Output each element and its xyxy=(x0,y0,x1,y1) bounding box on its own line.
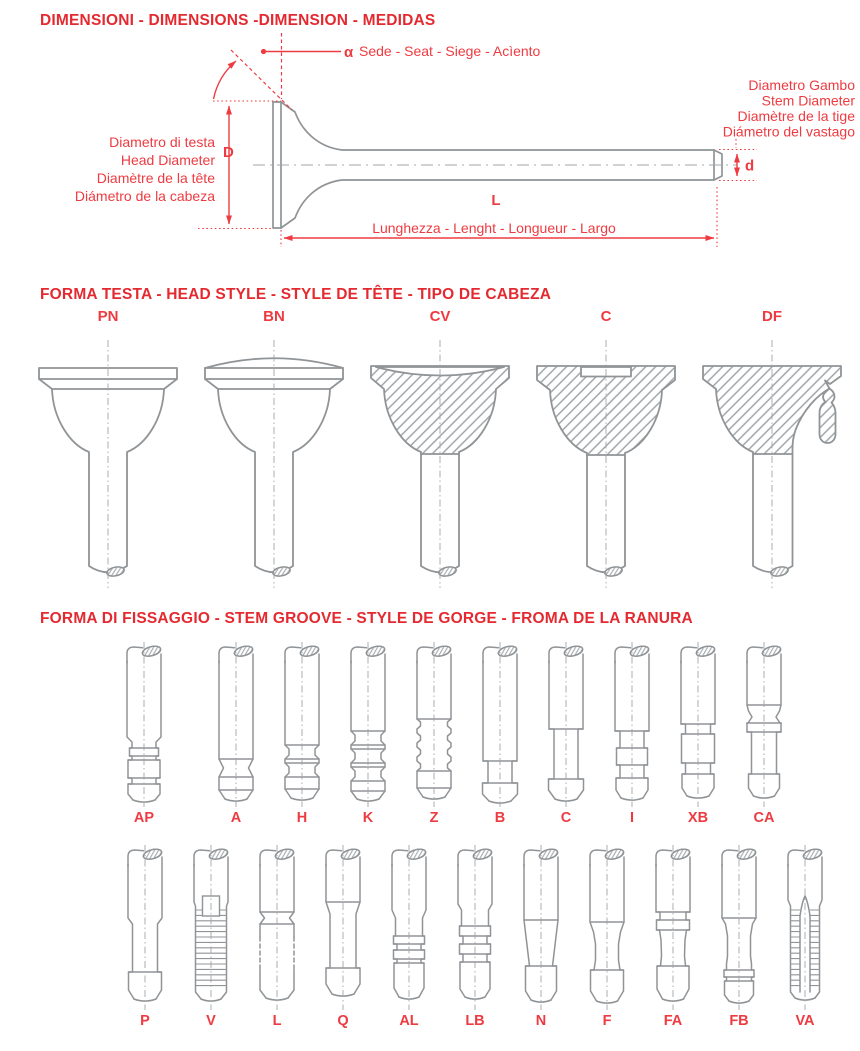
valve-dimension-diagram xyxy=(0,0,860,272)
head-figure-cv xyxy=(357,336,523,594)
stem-groove-label-lb: LB xyxy=(465,1013,485,1029)
stem-diameter-label-it: Diametro Gambo xyxy=(748,77,855,93)
stem-groove-item-c xyxy=(533,641,599,826)
head-style-label-c: C xyxy=(600,308,612,325)
stem-groove-label-q: Q xyxy=(337,1013,349,1029)
stem-figure-lb xyxy=(442,844,508,1012)
seat-label: Sede - Seat - Siege - Acìento xyxy=(359,43,541,59)
stem-groove-label-z: Z xyxy=(429,810,439,826)
stem-groove-label-f: F xyxy=(602,1013,612,1029)
head-figure-bn xyxy=(191,336,357,594)
head-diameter-label-it: Diametro di testa xyxy=(109,134,215,150)
stem-figure-v xyxy=(178,844,244,1012)
stem-groove-item-xb xyxy=(665,641,731,826)
stem-grooves-title: FORMA DI FISSAGGIO - STEM GROOVE - STYLE DE GORGE - FROMA DE LA RANURA xyxy=(40,610,693,627)
head-style-item-c xyxy=(523,308,689,594)
stem-groove-item-v xyxy=(178,844,244,1029)
stem-groove-item-l xyxy=(244,844,310,1029)
stem-figure-c xyxy=(533,641,599,809)
stem-grooves-row-1 xyxy=(111,641,797,826)
stem-groove-item-k xyxy=(335,641,401,826)
stem-groove-label-fa: FA xyxy=(663,1013,683,1029)
head-styles-title: FORMA TESTA - HEAD STYLE - STYLE DE TÊTE - TIPO DE CABEZA xyxy=(40,286,552,303)
seat-angle-arc xyxy=(214,61,237,99)
head-style-label-cv: CV xyxy=(429,308,451,325)
head-figure-c xyxy=(523,336,689,594)
stem-diameter-label-es: Diámetro del vastago xyxy=(722,123,855,140)
stem-groove-item-p xyxy=(112,844,178,1029)
stem-figure-ca xyxy=(731,641,797,809)
stem-groove-label-ca: CA xyxy=(753,810,775,826)
stem-groove-label-k: K xyxy=(362,810,374,826)
stem-groove-item-b xyxy=(467,641,533,826)
head-figure-df xyxy=(689,336,855,594)
stem-figure-va xyxy=(772,844,838,1012)
stem-groove-label-l: L xyxy=(272,1013,282,1029)
stem-groove-label-al: AL xyxy=(399,1013,419,1029)
stem-groove-label-c: C xyxy=(560,810,572,826)
stem-groove-item-ca xyxy=(731,641,797,826)
head-diameter-symbol: D xyxy=(223,144,234,161)
stem-figure-k xyxy=(335,641,401,809)
stem-groove-label-p: P xyxy=(140,1013,150,1029)
head-style-item-bn xyxy=(191,308,357,594)
stem-figure-fb xyxy=(706,844,772,1012)
stem-figure-z xyxy=(401,641,467,809)
stem-grooves-row-2 xyxy=(112,844,838,1029)
stem-groove-label-fb: FB xyxy=(729,1013,749,1029)
stem-groove-item-lb xyxy=(442,844,508,1029)
stem-groove-label-n: N xyxy=(535,1013,547,1029)
stem-groove-item-al xyxy=(376,844,442,1029)
stem-figure-ap xyxy=(111,641,177,809)
stem-figure-al xyxy=(376,844,442,1012)
stem-groove-item-n xyxy=(508,844,574,1029)
stem-figure-n xyxy=(508,844,574,1012)
seat-leader-dot xyxy=(261,49,266,54)
stem-groove-item-fa xyxy=(640,844,706,1029)
stem-groove-label-b: B xyxy=(494,810,506,826)
stem-groove-item-ap xyxy=(111,641,177,826)
head-diameter-label-es: Diámetro de la cabeza xyxy=(74,188,215,204)
stem-diameter-label-fr: Diamètre de la tige xyxy=(737,108,855,124)
stem-groove-item-a xyxy=(203,641,269,826)
stem-groove-label-ap: AP xyxy=(133,810,155,826)
stem-figure-b xyxy=(467,641,533,809)
length-symbol: L xyxy=(491,192,501,209)
stem-groove-label-h: H xyxy=(296,810,308,826)
head-style-item-cv xyxy=(357,308,523,594)
stem-groove-item-va xyxy=(772,844,838,1029)
stem-groove-item-h xyxy=(269,641,335,826)
stem-diameter-label-en: Stem Diameter xyxy=(761,92,855,109)
stem-diameter-symbol: d xyxy=(745,157,755,175)
dimensions-title: DIMENSIONI - DIMENSIONS -DIMENSION - MEDIDAS xyxy=(40,12,436,29)
stem-figure-p xyxy=(112,844,178,1012)
stem-figure-l xyxy=(244,844,310,1012)
stem-figure-q xyxy=(310,844,376,1012)
stem-groove-item-q xyxy=(310,844,376,1029)
head-figure-pn xyxy=(25,336,191,594)
head-styles-row xyxy=(25,308,855,594)
head-style-label-df: DF xyxy=(762,308,782,325)
alpha-symbol: α xyxy=(344,44,354,61)
stem-groove-label-i: I xyxy=(629,810,635,826)
stem-figure-h xyxy=(269,641,335,809)
head-style-item-df xyxy=(689,308,855,594)
stem-groove-label-a: A xyxy=(230,810,242,826)
stem-figure-fa xyxy=(640,844,706,1012)
head-style-label-pn: PN xyxy=(97,308,119,325)
length-label: Lunghezza - Lenght - Longueur - Largo xyxy=(372,220,616,236)
stem-groove-item-f xyxy=(574,844,640,1029)
stem-groove-label-va: VA xyxy=(795,1013,815,1029)
head-diameter-label-en: Head Diameter xyxy=(120,152,215,168)
stem-groove-label-xb: XB xyxy=(687,810,709,826)
seat-angle-dashed-diagonal xyxy=(231,50,292,110)
stem-figure-f xyxy=(574,844,640,1012)
head-style-item-pn xyxy=(25,308,191,594)
stem-groove-item-fb xyxy=(706,844,772,1029)
head-diameter-label-fr: Diamètre de la tête xyxy=(96,170,215,186)
stem-groove-label-v: V xyxy=(206,1013,216,1029)
stem-groove-item-i xyxy=(599,641,665,826)
stem-figure-a xyxy=(203,641,269,809)
stem-groove-item-z xyxy=(401,641,467,826)
stem-figure-xb xyxy=(665,641,731,809)
stem-figure-i xyxy=(599,641,665,809)
head-style-label-bn: BN xyxy=(263,308,285,325)
